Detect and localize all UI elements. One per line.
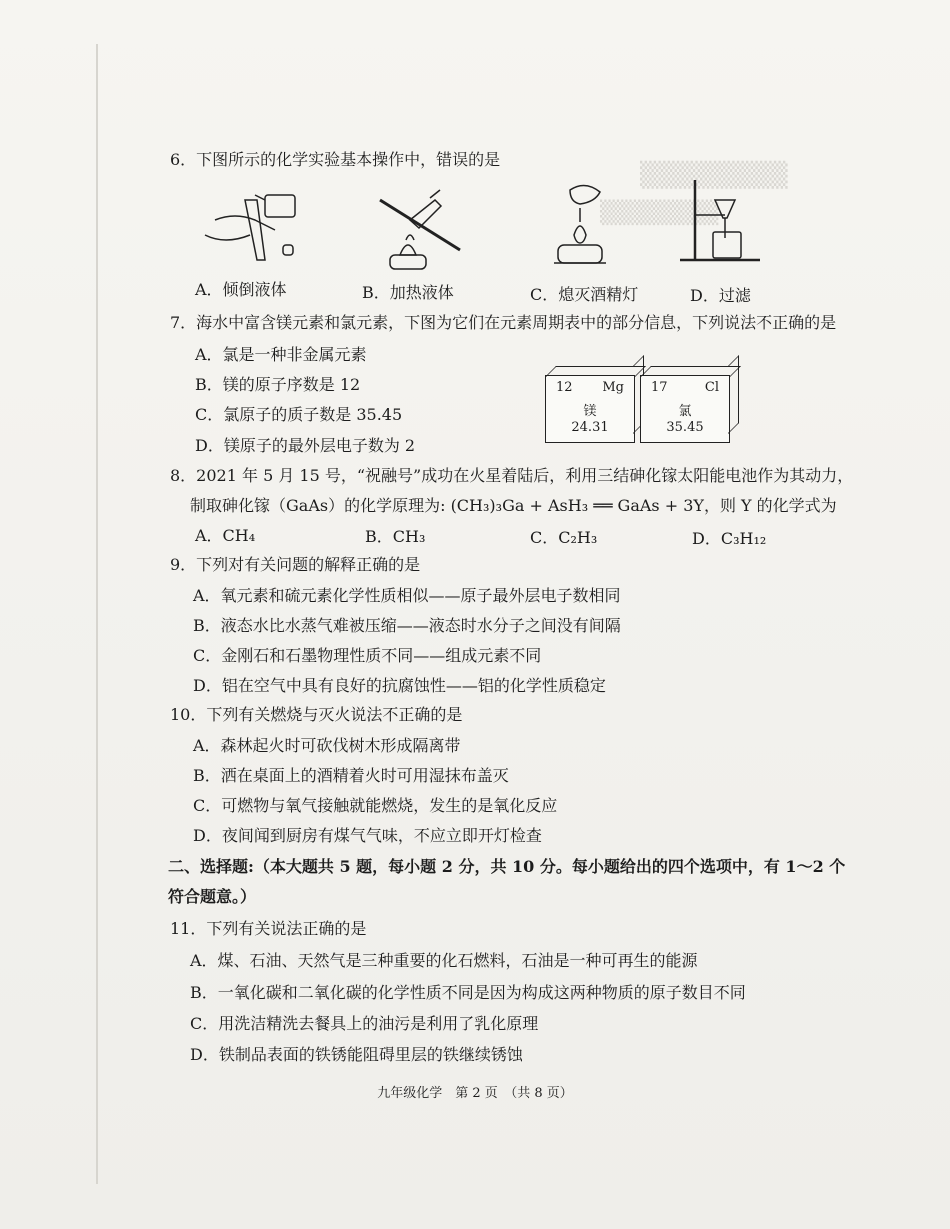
q7-option-d[interactable]: D．镁原子的最外层电子数为 2 [195,436,416,455]
q11-option-b[interactable]: B．一氧化碳和二氧化碳的化学性质不同是因为构成这两种物质的原子数目不同 [190,983,746,1002]
cl-atomic-number: 17 [651,380,668,395]
pouring-liquid-icon [205,195,295,260]
q9-option-a[interactable]: A．氧元素和硫元素化学性质相似——原子最外层电子数相同 [193,586,621,605]
mg-atomic-mass: 24.31 [571,420,609,435]
element-card-mg [545,375,635,443]
q6-option-b[interactable]: B．加热液体 [362,283,454,302]
q9-option-b[interactable]: B．液态水比水蒸气难被压缩——液态时水分子之间没有间隔 [193,616,621,635]
q11-option-a[interactable]: A．煤、石油、天然气是三种重要的化石燃料，石油是一种可再生的能源 [190,951,698,970]
cl-name: 氯 [678,404,692,419]
mg-atomic-number: 12 [556,380,573,395]
q7-option-b[interactable]: B．镁的原子序数是 12 [195,375,361,394]
page-edge-shadow [96,44,98,1184]
q10-option-d[interactable]: D．夜间闻到厨房有煤气气味，不应立即开灯检查 [193,826,542,845]
q10-option-a[interactable]: A．森林起火时可砍伐树木形成隔离带 [193,736,461,755]
extinguishing-lamp-icon [554,185,606,263]
q8-option-a[interactable]: A．CH₄ [195,526,256,545]
q6-option-a[interactable]: A．倾倒液体 [195,280,287,299]
q8-option-c[interactable]: C．C₂H₃ [530,528,598,547]
q8-option-b[interactable]: B．CH₃ [365,527,426,546]
q10-option-b[interactable]: B．洒在桌面上的酒精着火时可用湿抹布盖灭 [193,766,509,785]
q9-option-d[interactable]: D．铝在空气中具有良好的抗腐蚀性——铝的化学性质稳定 [193,676,606,695]
element-card-cl [640,375,730,443]
mg-symbol: Mg [602,380,624,395]
section2-heading-line2: 符合题意。） [168,887,257,906]
q7-stem: 7．海水中富含镁元素和氯元素，下图为它们在元素周期表中的部分信息，下列说法不正确的是 [170,313,837,332]
q7-option-c[interactable]: C．氯原子的质子数是 35.45 [195,405,403,424]
q10-option-c[interactable]: C．可燃物与氧气接触就能燃烧，发生的是氧化反应 [193,796,558,815]
page-footer: 九年级化学 第 2 页 （共 8 页） [377,1086,573,1101]
mg-name: 镁 [583,404,597,419]
cl-atomic-mass: 35.45 [666,420,704,435]
q6-option-d[interactable]: D．过滤 [690,286,751,305]
q11-stem: 11．下列有关说法正确的是 [170,919,367,938]
filtration-icon [680,180,770,260]
q11-option-c[interactable]: C．用洗洁精洗去餐具上的油污是利用了乳化原理 [190,1014,539,1033]
q11-option-d[interactable]: D．铁制品表面的铁锈能阻碍里层的铁继续锈蚀 [190,1045,523,1064]
q6-apparatus-figures [195,180,795,280]
q6-option-c[interactable]: C．熄灭酒精灯 [530,285,639,304]
section2-heading-line1: 二、选择题:（本大题共 5 题，每小题 2 分，共 10 分。每小题给出的四个选项中，有 1～2 个 [168,857,846,876]
q9-option-c[interactable]: C．金刚石和石墨物理性质不同——组成元素不同 [193,646,542,665]
q7-option-a[interactable]: A．氯是一种非金属元素 [195,345,367,364]
q10-stem: 10．下列有关燃烧与灭火说法不正确的是 [170,705,463,724]
bleed-through-decor: ▒▒▒▒▒▒▒▒ [640,160,788,189]
bleed-through-decor: ▒▒▒▒▒▒▒ [600,200,719,226]
q6-stem: 6．下图所示的化学实验基本操作中，错误的是 [170,150,501,169]
heating-liquid-icon [380,190,460,269]
q9-stem: 9．下列对有关问题的解释正确的是 [170,555,421,574]
q8-stem-line2: 制取砷化镓（GaAs）的化学原理为: (CH₃)₃Ga + AsH₃ ══ GaAs + 3Y，则 Y 的化学式为 [190,496,837,515]
cl-symbol: Cl [704,380,719,395]
q8-option-d[interactable]: D．C₃H₁₂ [692,529,767,548]
q8-stem-line1: 8．2021 年 5 月 15 号，“祝融号”成功在火星着陆后，利用三结砷化镓太阳能电池作为其动力， [170,466,854,485]
